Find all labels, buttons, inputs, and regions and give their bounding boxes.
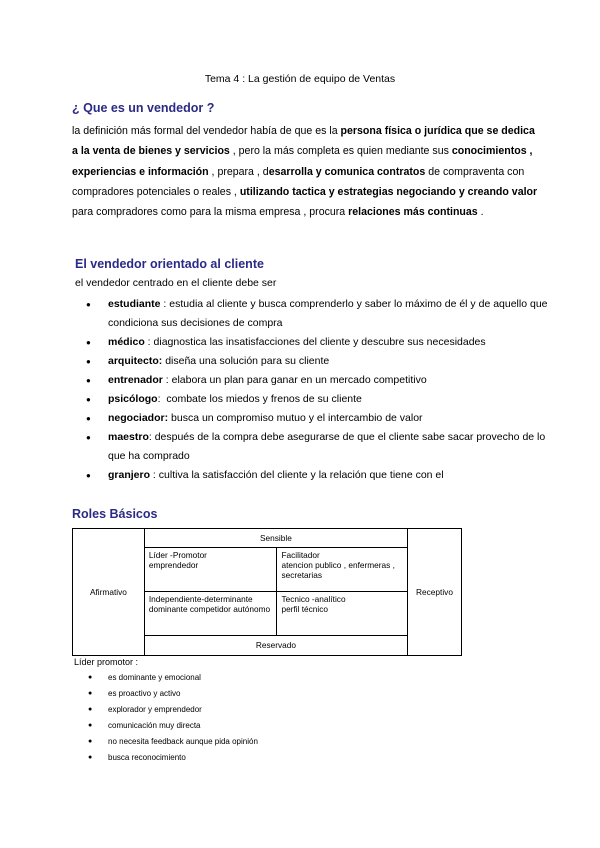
lider-promotor-traits (86, 670, 258, 766)
q4-sub: perfil técnico (281, 604, 329, 615)
vendedor-role-item (80, 390, 550, 409)
role-description: diagnostica las insatisfacciones del cliente y descubre sus necesidades (153, 336, 486, 348)
heading-que-es-vendedor: ¿ Que es un vendedor ? (72, 101, 215, 115)
role-term: médico (108, 336, 145, 348)
receptivo-cell: Receptivo (408, 529, 462, 656)
role-description: después de la compra debe asegurarse de que el cliente sabe sacar provecho de lo que ha comprado (108, 431, 546, 462)
bold-phrase: conocimientos , experiencias e información (72, 145, 533, 178)
role-description: cultiva la satisfacción del cliente y la relación que tiene con el (158, 469, 444, 481)
q3-title: Independiente-determinante (148, 594, 253, 605)
q1-title: Líder -Promotor (148, 550, 207, 561)
role-term: negociador: (108, 412, 169, 424)
role-term: entrenador (108, 374, 163, 386)
role-description: estudia al cliente y busca comprenderlo y saber lo máximo de él y de aquello que condiciona sus decisiones de compra (108, 298, 548, 329)
trait-item: ● es proactivo y activo (86, 686, 258, 702)
paragraph-text: , pero la más completa es quien mediante sus (229, 145, 452, 158)
vendedor-roles-list (80, 295, 550, 485)
heading-roles-basicos: Roles Básicos (72, 507, 158, 521)
paragraph-text: de compraventa con compradores potenciales o reales , (72, 165, 525, 198)
bold-phrase: relaciones más continuas (348, 206, 478, 219)
independiente-cell (144, 592, 277, 635)
role-separator: : (157, 393, 167, 405)
vendedor-role-item (80, 428, 550, 466)
role-term: psicólogo (108, 393, 158, 405)
vendedor-role-item (80, 352, 550, 371)
paragraph-text: la definición más formal del vendedor había de que es la (72, 125, 341, 137)
q2-sub: atencion publico , enfermeras , secretarias (281, 560, 395, 581)
tecnico-cell (277, 592, 408, 635)
vendedor-role-item (80, 409, 550, 428)
paragraph-text: . (477, 206, 484, 219)
role-description: combate los miedos y frenos de su cliente (166, 393, 362, 405)
vendedor-role-item (80, 466, 550, 485)
bold-phrase: utilizando tactica y estrategias negociando y creando valor (239, 185, 538, 198)
q1-sub: emprendedor (148, 560, 199, 571)
q2-title: Facilitador (281, 550, 320, 561)
roles-table (72, 528, 462, 656)
lider-promotor-label: Líder promotor : (74, 657, 139, 667)
paragraph-text: , prepara , d (208, 165, 269, 178)
lider-promotor-cell (144, 548, 277, 592)
q3-sub: dominante competidor autónomo (148, 604, 271, 615)
trait-item: ● busca reconocimiento (86, 750, 258, 766)
role-term: arquitecto: (108, 355, 163, 367)
role-description: elabora un plan para ganar en un mercado competitivo (171, 374, 427, 386)
sensible-cell: Sensible (144, 529, 407, 548)
vendedor-role-item (80, 295, 550, 333)
role-separator: : (160, 298, 170, 310)
heading-vendedor-orientado: El vendedor orientado al cliente (75, 257, 264, 271)
role-separator: : (150, 469, 159, 481)
q4-title: Tecnico -analítico (281, 594, 346, 605)
trait-item: ● es dominante y emocional (86, 670, 258, 686)
role-description: busca un compromiso mutuo y el intercambio de valor (171, 412, 423, 424)
reservado-cell: Reservado (144, 635, 407, 655)
paragraph-text: para compradores como para la misma empresa , procura (72, 206, 349, 219)
trait-item: ● comunicación muy directa (86, 718, 258, 734)
trait-item: ● no necesita feedback aunque pida opinión (86, 734, 258, 750)
definition-paragraph (72, 121, 542, 222)
facilitador-cell (277, 548, 408, 592)
role-description: diseña una solución para su cliente (165, 355, 330, 367)
document-title: Tema 4 : La gestión de equipo de Ventas (204, 73, 396, 85)
role-separator: : (148, 431, 155, 443)
bold-phrase: esarrolla y comunica contratos (268, 165, 426, 178)
role-separator: : (144, 336, 154, 348)
role-term: granjero (108, 469, 151, 481)
role-term: maestro (108, 431, 149, 443)
bold-phrase: persona física o jurídica que se dedica a la venta de bienes y servicios (72, 125, 535, 158)
vendedor-role-item (80, 371, 550, 390)
trait-item: ● explorador y emprendedor (86, 702, 258, 718)
intro-text: el vendedor centrado en el cliente debe ser (75, 277, 277, 289)
role-separator: : (162, 374, 172, 386)
vendedor-role-item (80, 333, 550, 352)
role-term: estudiante (108, 298, 161, 310)
afirmativo-cell: Afirmativo (73, 529, 145, 656)
